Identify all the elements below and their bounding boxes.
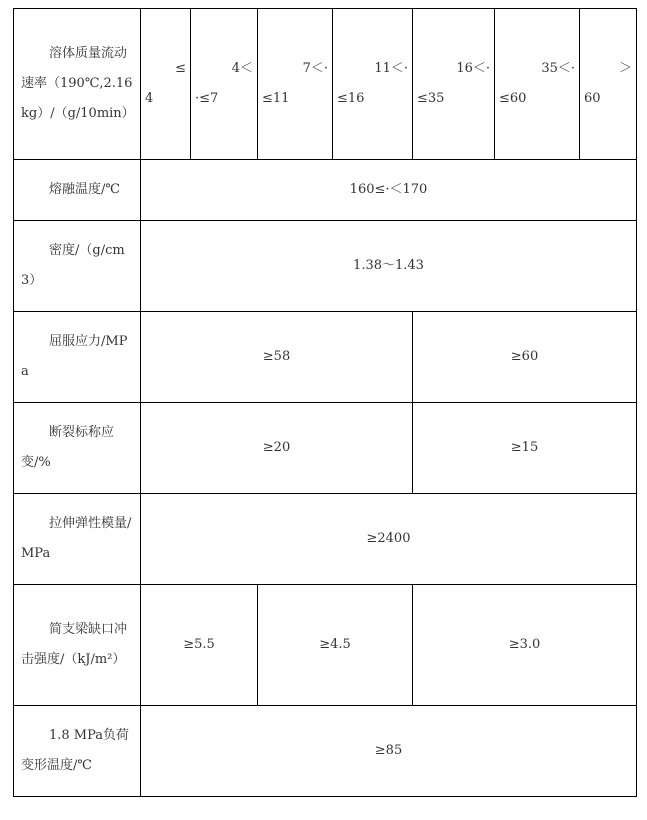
table-row bbox=[14, 403, 637, 494]
value-cell: ≥5.5 bbox=[141, 585, 258, 706]
range-cell: ≤ 4 bbox=[141, 9, 191, 160]
table-row bbox=[14, 312, 637, 403]
range-cell: ＞ 60 bbox=[580, 9, 637, 160]
range-cell: 11＜· ≤16 bbox=[333, 9, 413, 160]
range-cell: 16＜· ≤35 bbox=[413, 9, 495, 160]
row-label: 溶体质量流动速率（190℃,2.16kg）/（g/10min） bbox=[14, 9, 141, 160]
value-cell: ≥2400 bbox=[141, 494, 637, 585]
value-cell: ≥20 bbox=[141, 403, 413, 494]
range-cell: 4＜ ·≤7 bbox=[191, 9, 258, 160]
table-row bbox=[14, 585, 637, 706]
value-cell: 1.38～1.43 bbox=[141, 221, 637, 312]
value-cell: ≥60 bbox=[413, 312, 637, 403]
row-label: 1.8 MPa负荷变形温度/℃ bbox=[14, 706, 141, 797]
range-cell: 7＜· ≤11 bbox=[258, 9, 333, 160]
row-label: 屈服应力/MPa bbox=[14, 312, 141, 403]
value-cell: ≥4.5 bbox=[258, 585, 413, 706]
row-label: 断裂标称应变/% bbox=[14, 403, 141, 494]
row-label: 熔融温度/℃ bbox=[14, 160, 141, 221]
table-row bbox=[14, 9, 637, 160]
row-label: 拉伸弹性模量/MPa bbox=[14, 494, 141, 585]
value-cell: 160≤·＜170 bbox=[141, 160, 637, 221]
row-label: 密度/（g/cm3） bbox=[14, 221, 141, 312]
range-cell: 35＜· ≤60 bbox=[495, 9, 580, 160]
properties-table bbox=[13, 8, 637, 797]
value-cell: ≥85 bbox=[141, 706, 637, 797]
table-row bbox=[14, 160, 637, 221]
value-cell: ≥58 bbox=[141, 312, 413, 403]
value-cell: ≥15 bbox=[413, 403, 637, 494]
table-row bbox=[14, 494, 637, 585]
table-row bbox=[14, 221, 637, 312]
value-cell: ≥3.0 bbox=[413, 585, 637, 706]
row-label: 简支梁缺口冲击强度/（kJ/m²） bbox=[14, 585, 141, 706]
table-row bbox=[14, 706, 637, 797]
